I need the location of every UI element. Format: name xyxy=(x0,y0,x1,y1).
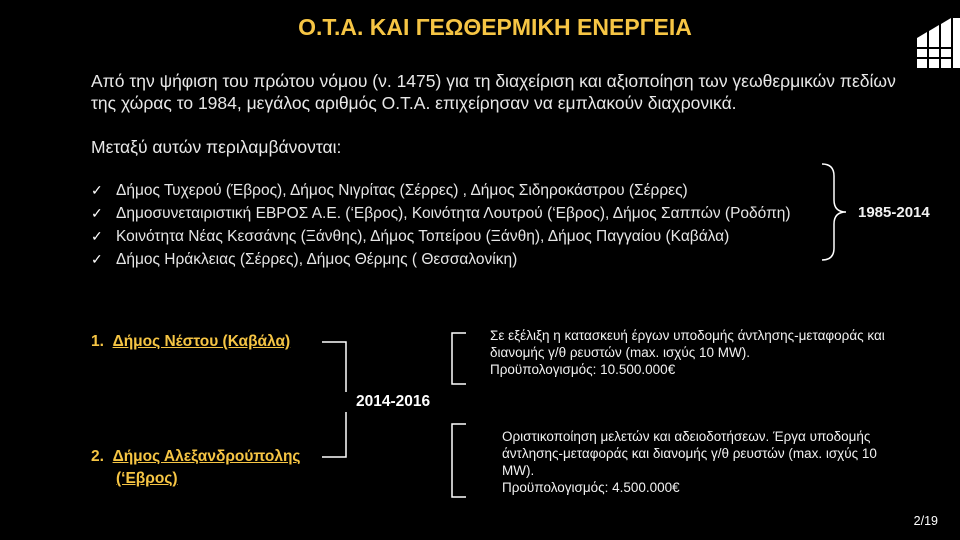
project-1-description: Σε εξέλιξη η κατασκευή έργων υποδομής άντλησης-μεταφοράς και διανομής γ/θ ρευστών (max. ισχύς 10 MW). Προϋπολογισμός: 10.500.000€ xyxy=(490,328,885,377)
intro-line-1: Από την ψήφιση του πρώτου νόμου (ν. 1475) για τη διαχείριση και αξιοποίηση των γεωθερμικών πεδίων xyxy=(91,71,896,91)
checkmark-icon: ✓ xyxy=(91,205,103,221)
project-2-title: 2. Δήμος Αλεξανδρούπολης (‘Εβρος) xyxy=(91,448,301,487)
list-item: ✓ Δήμος Τυχερού (Έβρος), Δήμος Νιγρίτας (Σέρρες) , Δήμος Σιδηροκάστρου (Σέρρες) xyxy=(91,179,791,202)
years-badge-1985-2014: 1985-2014 xyxy=(858,204,930,221)
intro-line-2: της χώρας το 1984, μεγάλος αριθμός Ο.Τ.Α. επιχείρησαν να εμπλακούν διαχρονικά. xyxy=(91,93,737,113)
page-number: 2/19 xyxy=(913,514,938,528)
list-item: ✓ Κοινότητα Νέας Κεσσάνης (Ξάνθης), Δήμος Τοπείρου (Ξάνθη), Δήμος Παγγαίου (Καβάλα) xyxy=(91,225,791,248)
among-label: Μεταξύ αυτών περιλαμβάνονται: xyxy=(91,137,342,157)
slide-title: Ο.Τ.Α. ΚΑΙ ΓΕΩΘΕΡΜΙΚΗ ΕΝΕΡΓΕΙΑ xyxy=(298,14,692,40)
project-2-description: Οριστικοποίηση μελετών και αδειοδοτήσεων. Έργα υποδομής άντλησης-μεταφοράς και διανομής γ/θ ρευστών (max. ισχύς 10 MW). Προϋπολογισμός: 4.500.000€ xyxy=(502,429,877,495)
checkmark-icon: ✓ xyxy=(91,228,103,244)
checkmark-icon: ✓ xyxy=(91,251,103,267)
list-item: ✓ Δημοσυνεταιριστική ΕΒΡΟΣ Α.Ε. (‘Εβρος), Κοινότητα Λουτρού (‘Εβρος), Δήμος Σαππών (Ροδόπη) xyxy=(91,202,791,225)
checkmark-icon: ✓ xyxy=(91,182,103,198)
project-1-title: 1. Δήμος Νέστου (Καβάλα) xyxy=(91,333,291,350)
list-item: ✓ Δήμος Ηράκλειας (Σέρρες), Δήμος Θέρμης ( Θεσσαλονίκη) xyxy=(91,248,791,271)
years-badge-2014-2016: 2014-2016 xyxy=(356,393,431,410)
